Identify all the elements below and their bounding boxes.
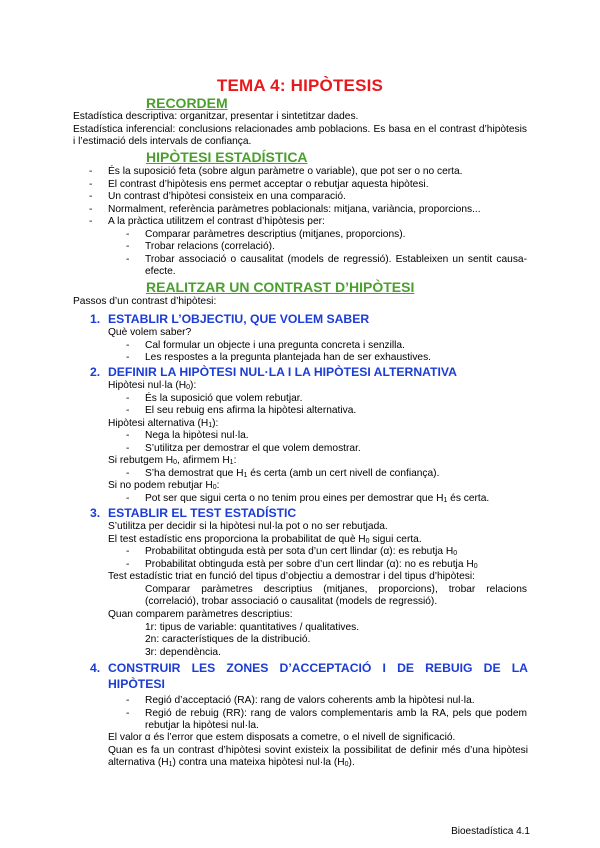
h1-label: Hipòtesi alternativa $(H_1)$: bbox=[108, 417, 219, 429]
bullet-dash: - bbox=[126, 695, 130, 706]
hipotesi-bullet: A la pràctica utilitzem el contrast d’hipòtesis per: bbox=[108, 216, 325, 227]
bullet-dash: - bbox=[126, 467, 130, 479]
hipotesi-bullet: El contrast d’hipòtesis ens permet acceptar o rebutjar aquesta hipòtesi. bbox=[108, 178, 429, 190]
step-3-line-3: Test estadístic triat en funció del tipus d’objectiu a demostrar i del tipus d’hipòtesi: bbox=[108, 571, 475, 582]
noreject-h0-bullet: Pot ser que sigui certa o no tenim prou eines per demostrar que $H_1$ és certa. bbox=[145, 492, 490, 504]
bullet-dash: - bbox=[89, 216, 93, 227]
bullet-dash: - bbox=[126, 546, 130, 557]
step-4-heading: 4. CONSTRUIR LES ZONES D’ACCEPTACIÓ I DE REBUIG DE LA HIPÒTESI bbox=[90, 661, 528, 691]
step-4-line-1: El valor α és l’error que estem disposats a cometre, o el nivell de significació. bbox=[108, 732, 456, 743]
step-4-bullet: Regió de rebuig (RR): rang de valors complementaris amb la RA, pels que podem rebutjar la hipòtesi nul·la. bbox=[145, 707, 527, 731]
passos-intro: Passos d’un contrast d’hipòtesi: bbox=[73, 296, 217, 307]
hipotesi-bullet: Normalment, referència paràmetres poblacionals: mitjana, variància, proporcions... bbox=[108, 203, 481, 215]
step-3-list-item: 2n: característiques de la distribució. bbox=[145, 634, 311, 645]
bullet-dash: - bbox=[126, 430, 130, 441]
bullet-dash: - bbox=[89, 178, 93, 190]
step-3-line-3-detail: Comparar paràmetres descriptius (mitjanes, proporcions), trobar relacions (correlació), trobar associació o causalitat (models de regressió). bbox=[145, 583, 527, 607]
bullet-dash: - bbox=[126, 392, 130, 404]
hipotesi-sub-bullet: Trobar associació o causalitat (models de regressió). Estableixen un sentit causa-efecte. bbox=[145, 253, 527, 277]
reject-h0-bullet: S’ha demostrat que $H_1$ és certa (amb un cert nivell de confiança). bbox=[145, 467, 440, 479]
noreject-h0-line: Si no podem rebutjar $H_0$: bbox=[108, 480, 220, 491]
recordem-line-2: Estadística inferencial: conclusions relacionades amb poblacions. Es basa en el contrast d’hipòtesis i l’estimació dels intervals de confiança. bbox=[73, 123, 527, 147]
step-3-list-item: 1r: tipus de variable: quantitatives / qualitatives. bbox=[145, 621, 360, 633]
heading-realitzar-contrast: REALITZAR UN CONTRAST D’HIPÒTESI bbox=[146, 279, 415, 295]
h0-label: Hipòtesi nul·la $(H_0)$: bbox=[108, 380, 197, 391]
bullet-dash: - bbox=[126, 405, 130, 416]
step-3-line-1: S’utilitza per decidir si la hipòtesi nul·la pot o no ser rebutjada. bbox=[108, 521, 388, 532]
step-2-heading: 2. DEFINIR LA HIPÒTESI NUL·LA I LA HIPÒTESI ALTERNATIVA bbox=[90, 365, 457, 379]
page-title: TEMA 4: HIPÒTESIS bbox=[216, 76, 384, 95]
step-1-bullet: Les respostes a la pregunta plantejada han de ser exhaustives. bbox=[145, 352, 432, 363]
sub-bullet-dash: - bbox=[126, 228, 130, 240]
step-3-line-4: Quan comparem paràmetres descriptius: bbox=[108, 609, 293, 620]
step-3-bullet: Probabilitat obtinguda està per sota d’un cert llindar (α): es rebutja $H_0$ bbox=[145, 546, 458, 557]
hipotesi-bullet: Un contrast d’hipòtesi consisteix en una comparació. bbox=[108, 191, 346, 202]
step-3-heading: 3. ESTABLIR EL TEST ESTADÍSTIC bbox=[90, 506, 297, 520]
bullet-dash: - bbox=[126, 352, 130, 363]
sub-bullet-dash: - bbox=[126, 253, 130, 265]
hipotesi-sub-bullet: Trobar relacions (correlació). bbox=[145, 241, 275, 252]
step-3-bullet: Probabilitat obtinguda està per sobre d’un cert llindar (α): no es rebutja $H_0$ bbox=[145, 558, 478, 570]
step-4-line-2: Quan es fa un contrast d’hipòtesi sovint existeix la possibilitat de definir més d’una hipòtesi alternativa $(H_1)$ contra una mateixa hipòtesi nul·la $(H_0)$. bbox=[108, 744, 528, 768]
bullet-dash: - bbox=[126, 558, 130, 570]
bullet-dash: - bbox=[126, 442, 130, 454]
step-1-question: Què volem saber? bbox=[108, 327, 192, 338]
hipotesi-bullet: És la suposició feta (sobre algun paràmetre o variable), que pot ser o no certa. bbox=[108, 166, 463, 177]
reject-h0-line: Si rebutgem $H_0$, afirmem $H_1$: bbox=[108, 455, 237, 466]
bullet-dash: - bbox=[126, 339, 130, 351]
h0-bullet: És la suposició que volem rebutjar. bbox=[145, 392, 303, 404]
h1-bullet: Nega la hipòtesi nul·la. bbox=[145, 430, 249, 441]
bullet-dash: - bbox=[126, 707, 130, 719]
bullet-dash: - bbox=[89, 166, 93, 177]
step-3-list-item: 3r: dependència. bbox=[145, 646, 221, 658]
step-4-bullet: Regió d’acceptació (RA): rang de valors coherents amb la hipòtesi nul·la. bbox=[145, 695, 475, 706]
h0-bullet: El seu rebuig ens afirma la hipòtesi alternativa. bbox=[145, 405, 357, 416]
recordem-line-1: Estadística descriptiva: organitzar, presentar i sintetitzar dades. bbox=[73, 111, 359, 122]
bullet-dash: - bbox=[89, 203, 93, 215]
bullet-dash: - bbox=[89, 191, 93, 202]
heading-hipotesi-estadistica: HIPÒTESI ESTADÍSTICA bbox=[146, 149, 308, 165]
step-3-line-2: El test estadístic ens proporciona la probabilitat de què $H_0$ sigui certa. bbox=[108, 533, 422, 545]
bullet-dash: - bbox=[126, 492, 130, 504]
h1-bullet: S’utilitza per demostrar el que volem demostrar. bbox=[145, 442, 361, 454]
step-1-bullet: Cal formular un objecte i una pregunta concreta i senzilla. bbox=[145, 339, 405, 351]
hipotesi-sub-bullet: Comparar paràmetres descriptius (mitjanes, proporcions). bbox=[145, 228, 406, 240]
sub-bullet-dash: - bbox=[126, 241, 130, 252]
step-1-heading: 1. ESTABLIR L’OBJECTIU, QUE VOLEM SABER bbox=[90, 312, 370, 326]
footer-page-label: Bioestadística 4.1 bbox=[451, 826, 530, 837]
heading-recordem: RECORDEM bbox=[146, 95, 228, 111]
